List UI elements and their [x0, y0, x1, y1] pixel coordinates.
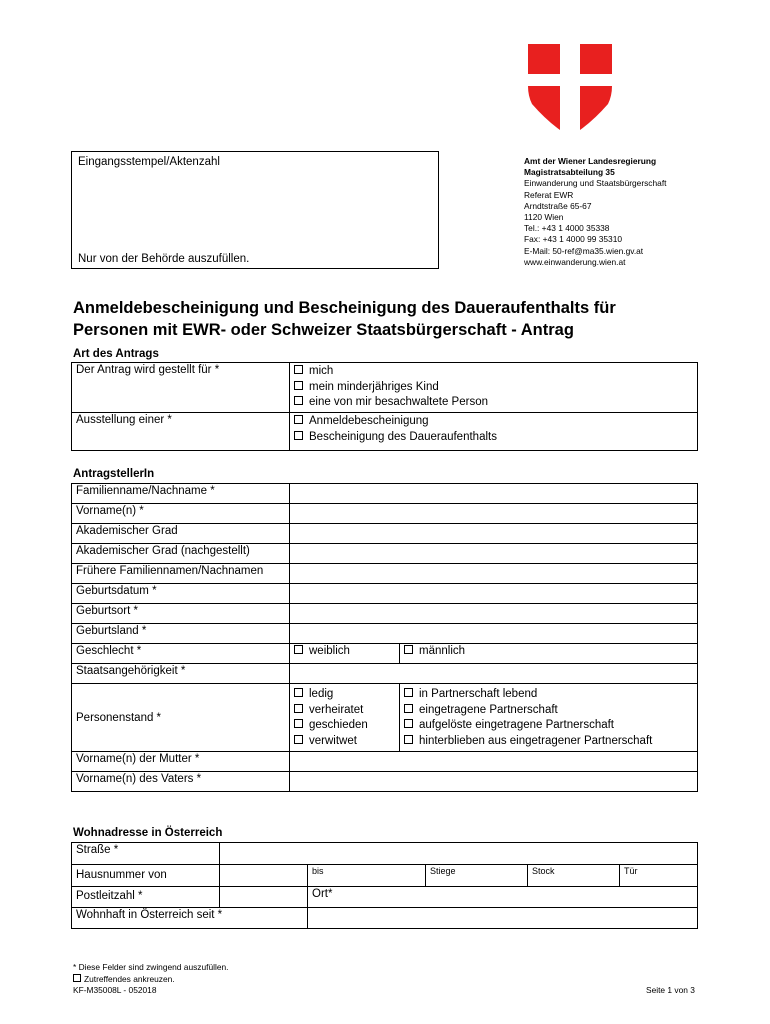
geburtsdatum-field[interactable]	[290, 584, 698, 604]
address-table	[71, 842, 698, 929]
stamp-box	[71, 151, 439, 269]
tuer-field[interactable]	[620, 865, 698, 887]
section-heading-applicant: AntragstellerIn	[73, 468, 155, 480]
option-anmeldebescheinigung[interactable]	[294, 414, 693, 430]
authority-address	[524, 156, 666, 268]
checkbox[interactable]	[294, 735, 303, 744]
mutter-field[interactable]	[290, 752, 698, 772]
option-label: ledig	[309, 688, 334, 700]
option-aufgeloest[interactable]	[404, 718, 693, 734]
plz-label: Postleitzahl *	[72, 887, 220, 908]
geburtsland-field[interactable]	[290, 624, 698, 644]
strasse-field[interactable]	[220, 843, 698, 865]
option-label: mein minderjähriges Kind	[309, 380, 439, 393]
address-line: Arndtstraße 65-67	[524, 200, 592, 211]
option-label: männlich	[419, 645, 466, 657]
section-heading-address: Wohnadresse in Österreich	[73, 827, 223, 839]
option-label: verheiratet	[309, 703, 364, 716]
option-verwitwet[interactable]	[294, 734, 395, 750]
option-daueraufenthalt[interactable]	[294, 430, 693, 446]
address-line: Amt der Wiener Landesregierung	[524, 156, 657, 166]
option-ledig[interactable]	[294, 687, 395, 703]
bis-label: bis	[312, 866, 324, 876]
option-label: Bescheinigung des Daueraufenthalts	[309, 430, 497, 443]
antrag-for-options	[290, 363, 698, 413]
checkbox[interactable]	[294, 688, 303, 697]
address-line: Einwanderung und Staatsbürgerschaft	[524, 178, 667, 189]
vorname-field[interactable]	[290, 504, 698, 524]
form-title-line1: Anmeldebescheinigung und Bescheinigung des Daueraufenthalts für	[73, 299, 616, 317]
mutter-label: Vorname(n) der Mutter *	[72, 752, 290, 772]
geburtsort-label: Geburtsort *	[72, 604, 290, 624]
vater-field[interactable]	[290, 772, 698, 792]
geschlecht-label: Geschlecht *	[72, 644, 290, 664]
option-label: eine von mir besachwaltete Person	[309, 396, 488, 408]
stiege-label: Stiege	[430, 866, 456, 876]
option-label: weiblich	[309, 645, 350, 657]
stiege-field[interactable]	[426, 865, 528, 887]
stamp-note: Nur von der Behörde auszufüllen.	[78, 253, 250, 265]
form-title-line2: Personen mit EWR- oder Schweizer Staatsbürgerschaft - Antrag	[73, 321, 574, 339]
ausstellung-options	[290, 413, 698, 451]
grad-label: Akademischer Grad	[72, 524, 290, 544]
address-line: Magistratsabteilung 35	[524, 167, 615, 178]
option-label: aufgelöste eingetragene Partnerschaft	[419, 719, 614, 731]
footer-required-note: * Diese Felder sind zwingend auszufüllen.	[73, 962, 229, 972]
option-label: eingetragene Partnerschaft	[419, 703, 558, 716]
checkbox[interactable]	[294, 365, 303, 374]
footer-checkbox-note	[73, 974, 229, 986]
grad-nach-label: Akademischer Grad (nachgestellt)	[72, 544, 290, 564]
geschlecht-m-option[interactable]	[400, 644, 698, 664]
grad-nach-field[interactable]	[290, 544, 698, 564]
antrag-for-label: Der Antrag wird gestellt für *	[72, 363, 290, 413]
checkbox[interactable]	[294, 719, 303, 728]
applicant-table	[71, 483, 698, 792]
option-mich[interactable]	[294, 364, 693, 380]
option-hinterblieben[interactable]	[404, 734, 693, 750]
address-website[interactable]: www.einwanderung.wien.at	[524, 256, 626, 267]
ort-field[interactable]	[308, 887, 698, 908]
checkbox[interactable]	[294, 645, 303, 654]
hausnummer-label: Hausnummer von	[72, 865, 220, 887]
seit-field[interactable]	[308, 908, 698, 929]
checkbox[interactable]	[294, 415, 303, 424]
checkbox[interactable]	[404, 704, 413, 713]
geburtsland-label: Geburtsland *	[72, 624, 290, 644]
option-label: Anmeldebescheinigung	[309, 415, 429, 427]
vater-label: Vorname(n) des Vaters *	[72, 772, 290, 792]
checkbox[interactable]	[404, 645, 413, 654]
geschlecht-w-option[interactable]	[290, 644, 400, 664]
option-geschieden[interactable]	[294, 718, 395, 734]
option-eingetragen[interactable]	[404, 703, 693, 719]
stamp-title: Eingangsstempel/Aktenzahl	[78, 156, 220, 168]
checkbox[interactable]	[294, 431, 303, 440]
option-label: verwitwet	[309, 734, 357, 747]
address-line: Fax: +43 1 4000 99 35310	[524, 234, 623, 245]
personenstand-left-options	[290, 684, 400, 752]
vorname-label: Vorname(n) *	[72, 504, 290, 524]
footer-checkbox-note-text: Zutreffendes ankreuzen.	[84, 973, 175, 984]
option-kind[interactable]	[294, 380, 693, 396]
address-line: Tel.: +43 1 4000 35338	[524, 223, 610, 234]
hausnummer-von-field[interactable]	[220, 865, 308, 887]
geburtsdatum-label: Geburtsdatum *	[72, 584, 290, 604]
footer-form-code: KF-M35008L - 052018	[73, 985, 157, 995]
familienname-label: Familienname/Nachname *	[72, 484, 290, 504]
checkbox[interactable]	[294, 704, 303, 713]
personenstand-label: Personenstand *	[72, 684, 290, 752]
ausstellung-label: Ausstellung einer *	[72, 413, 290, 451]
checkbox[interactable]	[404, 719, 413, 728]
option-label: in Partnerschaft lebend	[419, 688, 538, 700]
seit-label: Wohnhaft in Österreich seit *	[72, 908, 308, 929]
checkbox[interactable]	[294, 396, 303, 405]
form-title	[73, 297, 713, 341]
geburtsort-field[interactable]	[290, 604, 698, 624]
checkbox[interactable]	[404, 688, 413, 697]
section-heading-antrag: Art des Antrags	[73, 348, 159, 360]
address-email[interactable]: E-Mail: 50-ref@ma35.wien.gv.at	[524, 245, 644, 256]
familienname-field[interactable]	[290, 484, 698, 504]
grad-field[interactable]	[290, 524, 698, 544]
stock-field[interactable]	[528, 865, 620, 887]
hausnummer-bis-field[interactable]	[308, 865, 426, 887]
strasse-label: Straße *	[72, 843, 220, 865]
address-line: 1120 Wien	[524, 212, 564, 223]
option-label: geschieden	[309, 719, 368, 731]
option-label: mich	[309, 365, 334, 377]
option-partnerschaft[interactable]	[404, 687, 693, 703]
option-besachwaltet[interactable]	[294, 395, 693, 411]
page-number: Seite 1 von 3	[646, 985, 695, 995]
address-line: Referat EWR	[524, 189, 574, 200]
option-label: hinterblieben aus eingetragener Partnerschaft	[419, 734, 653, 747]
tuer-label: Tür	[624, 866, 638, 876]
vienna-coat-of-arms-logo	[528, 44, 612, 136]
staatsang-field[interactable]	[290, 664, 698, 684]
staatsang-label: Staatsangehörigkeit *	[72, 664, 290, 684]
checkbox[interactable]	[404, 735, 413, 744]
plz-field[interactable]	[220, 887, 308, 908]
frueher-label: Frühere Familiennamen/Nachnamen	[72, 564, 290, 584]
footer-notes	[73, 962, 229, 997]
checkbox-icon	[73, 974, 81, 982]
personenstand-right-options	[400, 684, 698, 752]
stock-label: Stock	[532, 866, 555, 876]
option-verheiratet[interactable]	[294, 703, 395, 719]
ort-label: Ort*	[312, 888, 333, 900]
checkbox[interactable]	[294, 381, 303, 390]
frueher-field[interactable]	[290, 564, 698, 584]
antrag-table	[71, 362, 698, 451]
